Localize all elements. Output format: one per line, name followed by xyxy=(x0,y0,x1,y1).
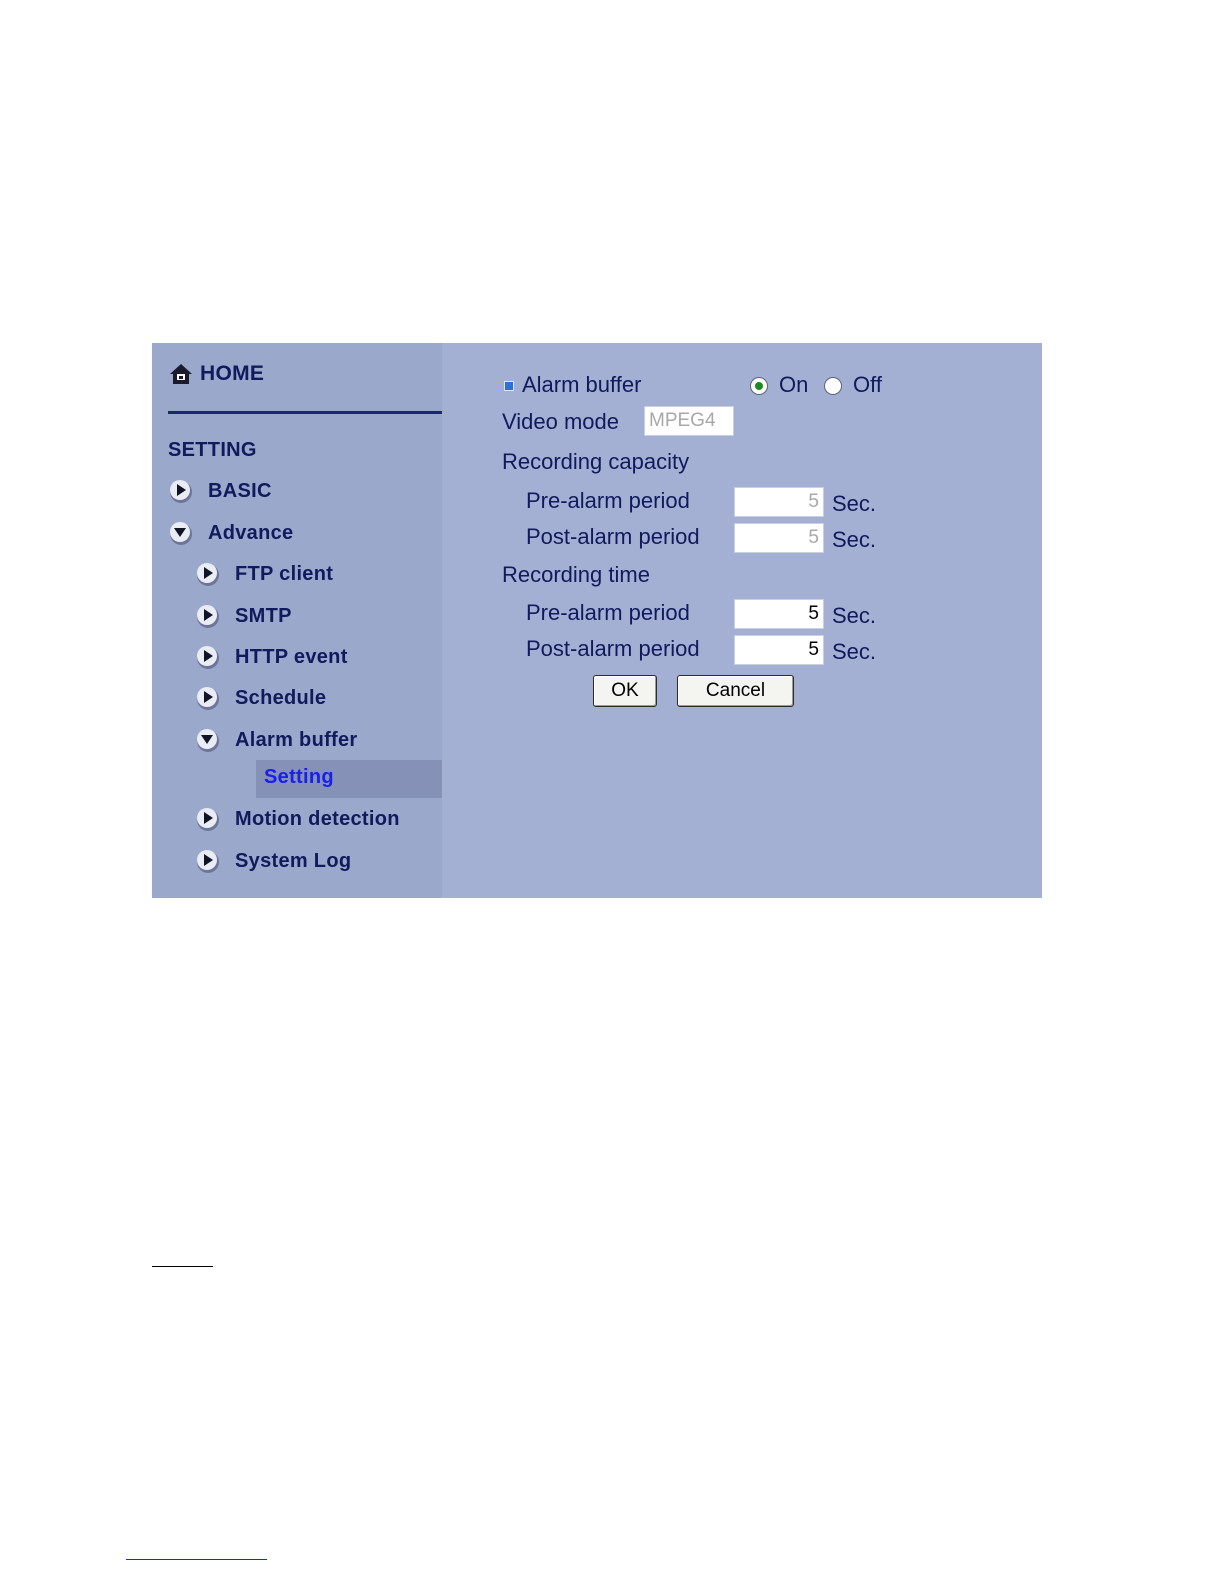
sidebar-item-label: System Log xyxy=(235,849,352,872)
document-rule xyxy=(152,1266,213,1267)
sidebar-item-advance[interactable] xyxy=(168,518,293,548)
sidebar-item-basic[interactable] xyxy=(168,476,272,506)
arrow-right-icon xyxy=(195,848,221,874)
recording-time-label: Recording time xyxy=(502,562,650,587)
sidebar-item-http-event[interactable] xyxy=(195,642,348,672)
sidebar-item-label: Motion detection xyxy=(235,807,400,830)
arrow-right-icon xyxy=(195,806,221,832)
cancel-button[interactable]: Cancel xyxy=(677,675,794,707)
time-post-alarm-unit: Sec. xyxy=(832,639,877,664)
recording-capacity-label: Recording capacity xyxy=(502,449,690,474)
video-mode-label: Video mode xyxy=(502,409,620,434)
sidebar-divider xyxy=(168,411,442,414)
time-pre-alarm-field[interactable] xyxy=(734,599,824,629)
sidebar-item-label: SMTP xyxy=(235,604,292,627)
alarm-buffer-label: Alarm buffer xyxy=(522,372,642,397)
sidebar-item-smtp[interactable] xyxy=(195,601,292,631)
capacity-pre-alarm-unit: Sec. xyxy=(832,491,877,516)
arrow-right-icon xyxy=(168,478,194,504)
arrow-right-icon xyxy=(195,561,221,587)
home-icon xyxy=(168,361,194,387)
section-title: SETTING xyxy=(168,439,257,461)
settings-form xyxy=(442,343,1042,898)
sidebar-item-ftp-client[interactable] xyxy=(195,559,333,589)
capacity-post-alarm-field xyxy=(734,523,824,553)
alarm-buffer-off-radio[interactable] xyxy=(824,377,842,395)
sidebar-item-label: Setting xyxy=(264,766,334,788)
sidebar xyxy=(152,343,442,898)
alarm-buffer-on-radio[interactable] xyxy=(750,377,768,395)
arrow-down-icon xyxy=(168,520,194,546)
home-link[interactable] xyxy=(168,357,264,391)
home-label: HOME xyxy=(200,362,265,385)
sidebar-item-label: FTP client xyxy=(235,562,334,585)
arrow-right-icon xyxy=(195,644,221,670)
time-pre-alarm-unit: Sec. xyxy=(832,603,877,628)
capacity-post-alarm-unit: Sec. xyxy=(832,527,877,552)
ok-button[interactable]: OK xyxy=(593,675,657,707)
sidebar-item-label: Alarm buffer xyxy=(235,728,358,751)
sidebar-item-label: Advance xyxy=(208,521,294,544)
arrow-right-icon xyxy=(195,685,221,711)
time-post-alarm-field[interactable] xyxy=(734,635,824,665)
footnote-link-underline xyxy=(126,1559,267,1560)
sidebar-item-label: HTTP event xyxy=(235,645,348,668)
sidebar-item-alarm-buffer[interactable] xyxy=(195,725,358,755)
time-post-alarm-label: Post-alarm period xyxy=(526,636,700,661)
sidebar-item-setting[interactable] xyxy=(256,760,442,798)
time-pre-alarm-label: Pre-alarm period xyxy=(526,600,690,625)
capacity-pre-alarm-label: Pre-alarm period xyxy=(526,488,690,513)
arrow-right-icon xyxy=(195,603,221,629)
arrow-down-icon xyxy=(195,727,221,753)
sidebar-item-motion-detection[interactable] xyxy=(195,804,400,834)
camera-settings-panel xyxy=(152,343,1042,898)
sidebar-item-schedule[interactable] xyxy=(195,683,326,713)
on-label: On xyxy=(779,372,809,397)
off-label: Off xyxy=(853,372,882,397)
square-bullet-icon xyxy=(504,381,514,391)
sidebar-item-system-log[interactable] xyxy=(195,846,351,876)
capacity-post-alarm-label: Post-alarm period xyxy=(526,524,700,549)
video-mode-field xyxy=(644,406,734,436)
sidebar-item-label: Schedule xyxy=(235,686,327,709)
capacity-pre-alarm-field xyxy=(734,487,824,517)
sidebar-item-label: BASIC xyxy=(208,479,272,502)
